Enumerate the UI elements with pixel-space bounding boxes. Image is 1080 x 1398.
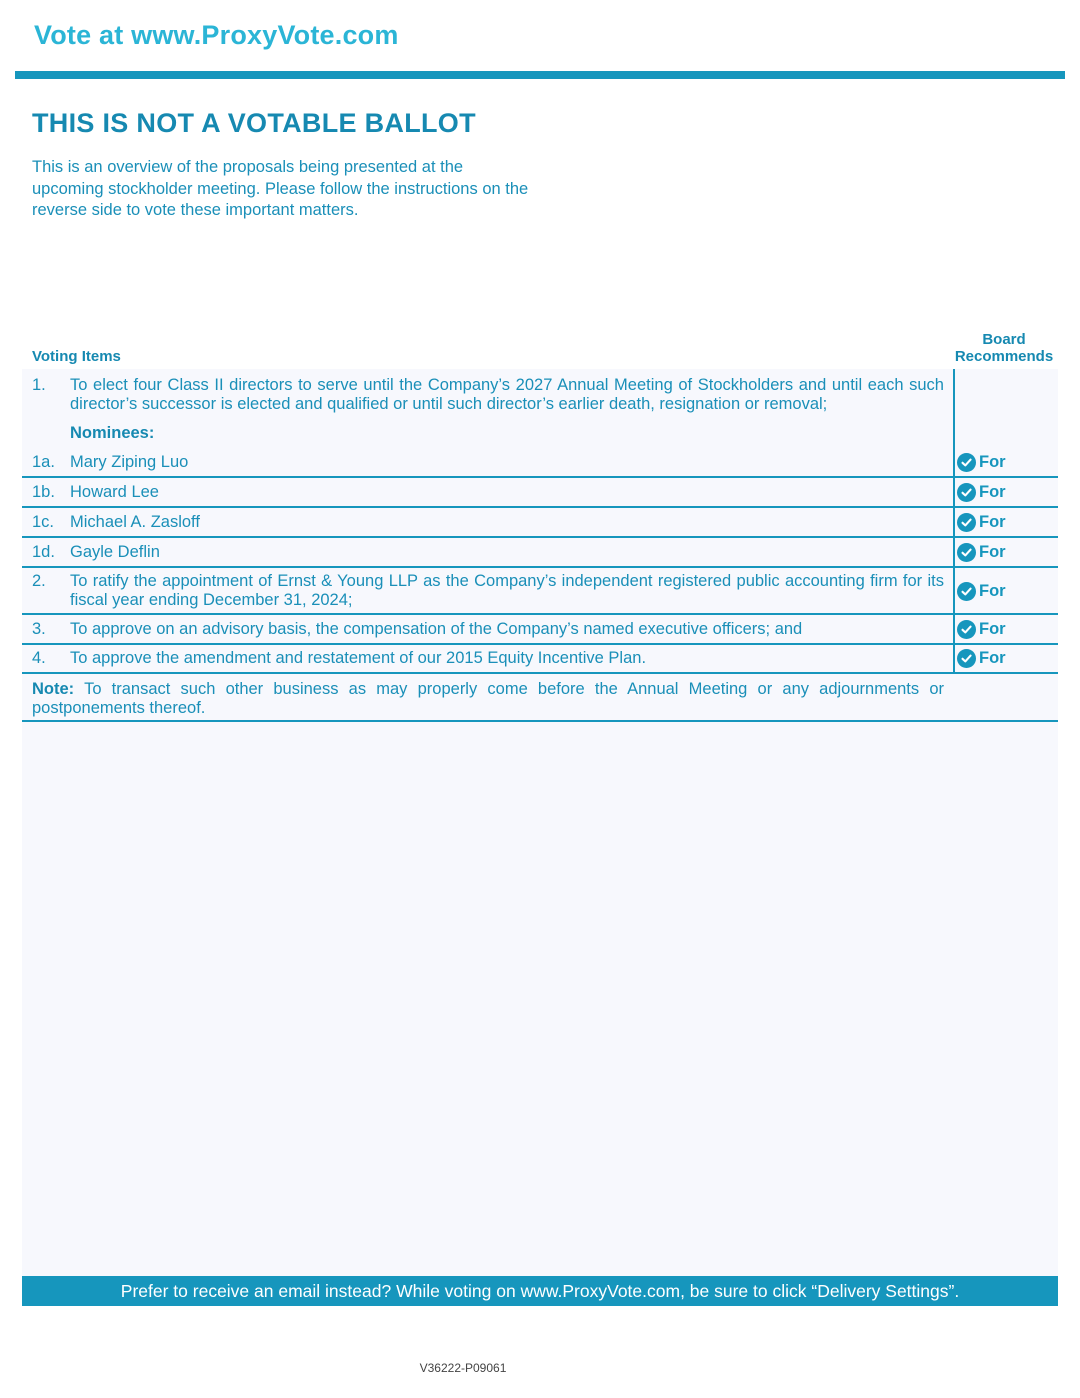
board-recommends-header	[950, 331, 1058, 365]
board-recommendation	[957, 620, 1006, 639]
nominee-name: Michael A. Zasloff	[70, 513, 200, 531]
intro-text: This is an overview of the proposals being presented at the upcoming stockholder meeting. Please follow the instructions on the reverse side to vote these important matters.	[32, 158, 529, 219]
proposal-number: 2.	[32, 572, 46, 590]
proposal-number: 1.	[32, 376, 46, 394]
recommendation-label: For	[979, 483, 1006, 501]
proposal-number: 4.	[32, 649, 46, 667]
check-circle-icon	[957, 582, 976, 601]
voting-items-panel	[22, 369, 1058, 1305]
row-divider	[22, 506, 1058, 508]
board-header-line2: Recommends	[954, 348, 1054, 365]
board-recommendation	[957, 649, 1006, 668]
recommendation-label: For	[979, 453, 1006, 471]
nominee-number: 1d.	[32, 543, 55, 561]
check-circle-icon	[957, 543, 976, 562]
row-divider	[22, 720, 1058, 722]
row-divider	[22, 613, 1058, 615]
proposal-number: 3.	[32, 620, 46, 638]
email-delivery-banner: Prefer to receive an email instead? While voting on www.ProxyVote.com, be sure to click “Delivery Settings”.	[22, 1276, 1058, 1306]
proposal-text: To approve the amendment and restatement of our 2015 Equity Incentive Plan.	[70, 649, 647, 667]
row-divider	[22, 672, 1058, 674]
note-text	[32, 680, 944, 717]
column-divider	[953, 369, 955, 673]
row-divider	[22, 566, 1058, 568]
proxyvote-link[interactable]: Vote at www.ProxyVote.com	[34, 20, 399, 50]
nominee-name: Howard Lee	[70, 483, 159, 501]
board-recommendation	[957, 483, 1006, 502]
board-recommendation	[957, 543, 1006, 562]
recommendation-label: For	[979, 582, 1006, 600]
header-divider	[15, 71, 1065, 79]
board-recommendation	[957, 513, 1006, 532]
recommendation-label: For	[979, 620, 1006, 638]
check-circle-icon	[957, 620, 976, 639]
nominee-number: 1b.	[32, 483, 55, 501]
check-circle-icon	[957, 649, 976, 668]
row-divider	[22, 536, 1058, 538]
document-id: V36222-P09061	[419, 1361, 507, 1375]
check-circle-icon	[957, 453, 976, 472]
nominee-number: 1c.	[32, 513, 55, 531]
board-recommendation	[957, 582, 1006, 601]
note-body: To transact such other business as may properly come before the Annual Meeting or any adjournments or postponements thereof.	[32, 680, 944, 717]
board-recommendation	[957, 453, 1006, 472]
nominee-number: 1a.	[32, 453, 55, 471]
proposal-text: To ratify the appointment of Ernst & Young LLP as the Company’s independent registered public accounting firm for its fiscal year ending December 31, 2024;	[70, 572, 944, 609]
board-header-line1: Board	[982, 331, 1026, 348]
check-circle-icon	[957, 513, 976, 532]
nominees-heading: Nominees:	[70, 424, 155, 442]
recommendation-label: For	[979, 543, 1006, 561]
page-title: THIS IS NOT A VOTABLE BALLOT	[32, 108, 476, 138]
check-circle-icon	[957, 483, 976, 502]
nominee-name: Mary Ziping Luo	[70, 453, 189, 471]
recommendation-label: For	[979, 649, 1006, 667]
voting-items-header: Voting Items	[32, 348, 121, 365]
row-divider	[22, 476, 1058, 478]
note-label: Note:	[32, 680, 75, 698]
proposal-text: To elect four Class II directors to serve until the Company’s 2027 Annual Meeting of Stockholders and until each such director’s successor is elected and qualified or until such director’s earlier death, resignation or removal;	[70, 376, 944, 413]
recommendation-label: For	[979, 513, 1006, 531]
nominee-name: Gayle Deflin	[70, 543, 160, 561]
proposal-text: To approve on an advisory basis, the compensation of the Company’s named executive officers; and	[70, 620, 803, 638]
row-divider	[22, 643, 1058, 645]
